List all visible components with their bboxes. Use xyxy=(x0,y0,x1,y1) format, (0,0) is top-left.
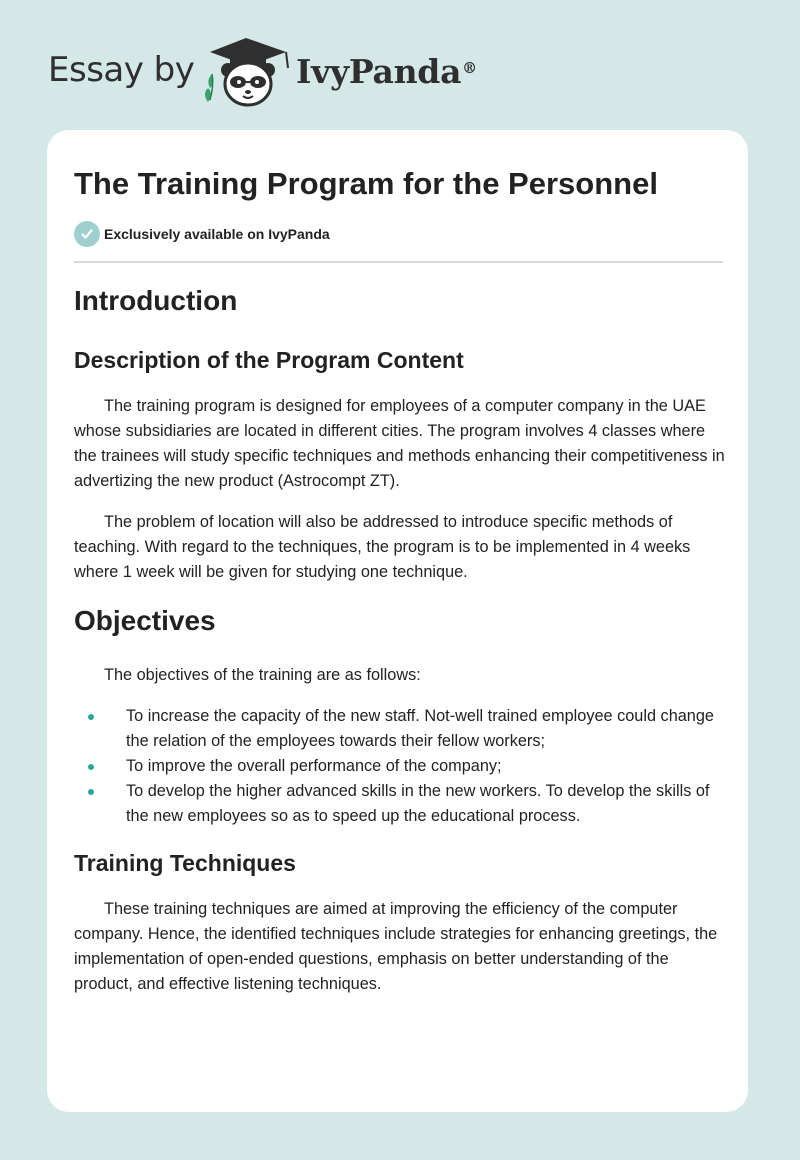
exclusive-badge xyxy=(74,221,330,247)
brand-name-text: IvyPanda xyxy=(296,52,462,91)
exclusive-badge-text: Exclusively available on IvyPanda xyxy=(104,226,330,242)
description-heading: Description of the Program Content xyxy=(74,347,464,373)
essay-card xyxy=(47,130,748,1112)
objectives-heading: Objectives xyxy=(74,605,216,636)
list-item-text: To improve the overall performance of the company; xyxy=(126,757,502,775)
brand-name[interactable] xyxy=(296,54,477,90)
objectives-list xyxy=(74,704,726,829)
list-item xyxy=(74,704,726,754)
trademark-symbol: ® xyxy=(462,59,477,77)
bullet-icon xyxy=(88,764,94,770)
page-title: The Training Program for the Personnel xyxy=(74,166,658,201)
list-item xyxy=(74,754,726,779)
techniques-paragraph: These training techniques are aimed at improving the efficiency of the computer company. Hence, the identified techniques include strategies for enhancing greetings, the implementation of open-ended questions, emphasis on better understanding of the product, and effective listening techniques. xyxy=(74,900,718,993)
ivypanda-logo-icon[interactable] xyxy=(200,34,296,110)
list-item-text: To develop the higher advanced skills in the new workers. To develop the skills of the new employees so as to speed up the educational process. xyxy=(126,782,710,825)
title-divider xyxy=(74,261,723,263)
bullet-icon xyxy=(88,789,94,795)
list-item xyxy=(74,779,726,829)
techniques-heading: Training Techniques xyxy=(74,850,296,876)
site-header xyxy=(0,0,800,120)
objectives-intro: The objectives of the training are as follows: xyxy=(104,666,421,684)
description-paragraph-1: The training program is designed for employees of a computer company in the UAE whose subsidiaries are located in different cities. The program involves 4 classes where the trainees will study specific techniques and methods enhancing their competitiveness in advertizing the new product (Astrocompt ZT). xyxy=(74,397,725,490)
introduction-heading: Introduction xyxy=(74,285,238,316)
list-item-text: To increase the capacity of the new staff. Not-well trained employee could change the relation of the employees towards their fellow workers; xyxy=(126,707,714,750)
check-icon xyxy=(74,221,100,247)
essay-by-label: Essay by xyxy=(48,50,195,90)
bullet-icon xyxy=(88,714,94,720)
description-paragraph-2: The problem of location will also be addressed to introduce specific methods of teaching. With regard to the techniques, the program is to be implemented in 4 weeks where 1 week will be given for studying one technique. xyxy=(74,513,691,581)
